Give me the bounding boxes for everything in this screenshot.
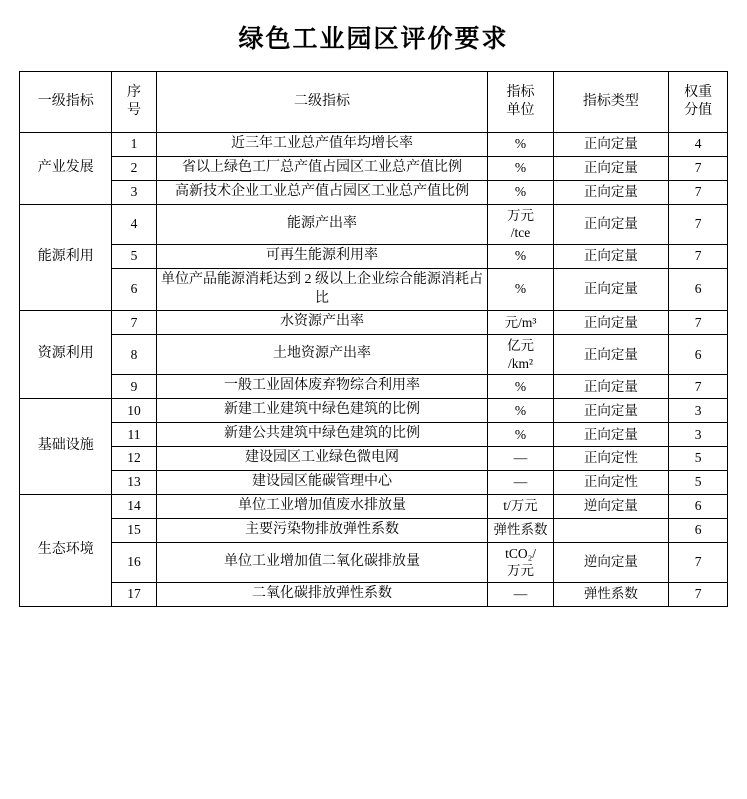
- indicator-score: 6: [669, 335, 728, 375]
- indicator-name: 二氧化碳排放弹性系数: [156, 582, 488, 606]
- indicator-score: 6: [669, 494, 728, 518]
- indicator-type: 正向定量: [553, 156, 669, 180]
- row-number: 6: [112, 268, 156, 311]
- table-row: [20, 156, 728, 180]
- column-header-category: 一级指标: [20, 72, 112, 133]
- indicator-type: 弹性系数: [553, 582, 669, 606]
- table-row: [20, 399, 728, 423]
- indicator-type: 正向定性: [553, 447, 669, 471]
- indicator-name: 可再生能源利用率: [156, 244, 488, 268]
- row-number: 17: [112, 582, 156, 606]
- indicator-type: 正向定量: [553, 133, 669, 157]
- indicator-type: 正向定量: [553, 399, 669, 423]
- indicator-score: 7: [669, 375, 728, 399]
- column-header-score-line2: 分值: [684, 103, 713, 118]
- category-cell: 生态环境: [20, 494, 112, 606]
- table-row: [20, 335, 728, 375]
- indicator-unit: —: [488, 582, 553, 606]
- indicator-name: 水资源产出率: [156, 311, 488, 335]
- indicator-score: 5: [669, 470, 728, 494]
- indicator-score: 7: [669, 156, 728, 180]
- column-header-score-line1: 权重: [684, 84, 713, 100]
- indicator-type: 正向定量: [553, 311, 669, 335]
- row-number: 16: [112, 542, 156, 582]
- indicator-name: 单位产品能源消耗达到 2 级以上企业综合能源消耗占比: [156, 268, 488, 311]
- row-number: 7: [112, 311, 156, 335]
- indicator-name: 一般工业固体废弃物综合利用率: [156, 375, 488, 399]
- indicator-type: 逆向定量: [553, 494, 669, 518]
- indicator-type: 正向定量: [553, 335, 669, 375]
- indicator-type: 正向定量: [553, 423, 669, 447]
- category-cell: 基础设施: [20, 399, 112, 495]
- column-header-name: 二级指标: [156, 72, 488, 133]
- row-number: 15: [112, 518, 156, 542]
- indicator-score: 4: [669, 133, 728, 157]
- indicator-name: 高新技术企业工业总产值占园区工业总产值比例: [156, 180, 488, 204]
- column-header-type: 指标类型: [553, 72, 669, 133]
- indicator-unit: [488, 204, 553, 244]
- indicator-name: 单位工业增加值二氧化碳排放量: [156, 542, 488, 582]
- row-number: 13: [112, 470, 156, 494]
- table-header: [20, 72, 728, 133]
- row-number: 8: [112, 335, 156, 375]
- indicator-score: 7: [669, 542, 728, 582]
- indicator-unit: %: [488, 156, 553, 180]
- category-cell: 资源利用: [20, 311, 112, 399]
- indicator-name: 主要污染物排放弹性系数: [156, 518, 488, 542]
- table-row: [20, 133, 728, 157]
- indicator-unit-line2: 万元: [507, 563, 535, 579]
- column-header-unit-line2: 单位: [506, 103, 535, 118]
- indicator-unit: %: [488, 133, 553, 157]
- indicator-score: 6: [669, 268, 728, 311]
- indicator-unit: 元/m³: [488, 311, 553, 335]
- row-number: 3: [112, 180, 156, 204]
- indicator-name: 土地资源产出率: [156, 335, 488, 375]
- indicator-unit: %: [488, 180, 553, 204]
- indicator-score: 7: [669, 582, 728, 606]
- indicator-unit: %: [488, 375, 553, 399]
- document-page: [0, 19, 747, 799]
- table-row: [20, 494, 728, 518]
- indicator-score: 5: [669, 447, 728, 471]
- indicator-type: 正向定量: [553, 180, 669, 204]
- table-row: [20, 180, 728, 204]
- indicator-unit: [488, 542, 553, 582]
- indicator-type: 正向定量: [553, 375, 669, 399]
- page-title: 绿色工业园区评价要求: [238, 26, 509, 53]
- indicator-type: 正向定量: [553, 268, 669, 311]
- indicator-name: 建设园区能碳管理中心: [156, 470, 488, 494]
- table-row: [20, 518, 728, 542]
- indicator-name: 省以上绿色工厂总产值占园区工业总产值比例: [156, 156, 488, 180]
- column-header-unit: [488, 72, 553, 133]
- indicator-unit: 弹性系数: [488, 518, 553, 542]
- column-header-index-line1: 序: [126, 84, 141, 100]
- indicator-type: 逆向定量: [553, 542, 669, 582]
- column-header-unit-line1: 指标: [506, 84, 535, 100]
- row-number: 14: [112, 494, 156, 518]
- table-header-row: [20, 72, 728, 133]
- indicator-score: 7: [669, 204, 728, 244]
- indicator-name: 新建工业建筑中绿色建筑的比例: [156, 399, 488, 423]
- indicator-unit-line2: /tce: [510, 225, 531, 241]
- indicator-score: 7: [669, 244, 728, 268]
- row-number: 11: [112, 423, 156, 447]
- indicator-type: 正向定量: [553, 244, 669, 268]
- indicator-unit: —: [488, 470, 553, 494]
- indicator-unit: %: [488, 423, 553, 447]
- table-row: [20, 311, 728, 335]
- table-row: [20, 542, 728, 582]
- indicator-name: 新建公共建筑中绿色建筑的比例: [156, 423, 488, 447]
- table-row: [20, 244, 728, 268]
- category-cell: 能源利用: [20, 204, 112, 311]
- indicator-unit-line1: 万元: [507, 207, 535, 223]
- evaluation-requirements-table: [19, 71, 728, 607]
- table-row: [20, 423, 728, 447]
- category-cell: 产业发展: [20, 133, 112, 205]
- indicator-unit: [488, 335, 553, 375]
- row-number: 10: [112, 399, 156, 423]
- table-row: [20, 268, 728, 311]
- indicator-unit: t/万元: [488, 494, 553, 518]
- column-header-index: [112, 72, 156, 133]
- table-row: [20, 447, 728, 471]
- indicator-score: 7: [669, 311, 728, 335]
- indicator-type: 正向定性: [553, 470, 669, 494]
- row-number: 4: [112, 204, 156, 244]
- indicator-unit: —: [488, 447, 553, 471]
- row-number: 12: [112, 447, 156, 471]
- indicator-name: 近三年工业总产值年均增长率: [156, 133, 488, 157]
- indicator-name: 能源产出率: [156, 204, 488, 244]
- indicator-unit: %: [488, 268, 553, 311]
- table-row: [20, 582, 728, 606]
- indicator-score: 6: [669, 518, 728, 542]
- indicator-unit: %: [488, 399, 553, 423]
- indicator-score: 7: [669, 180, 728, 204]
- table-row: [20, 470, 728, 494]
- row-number: 1: [112, 133, 156, 157]
- indicator-type: [553, 518, 669, 542]
- column-header-index-line2: 号: [126, 103, 141, 118]
- indicator-unit-line1: 亿元: [507, 338, 535, 354]
- table-row: [20, 375, 728, 399]
- row-number: 2: [112, 156, 156, 180]
- table-row: [20, 204, 728, 244]
- indicator-unit-line2: /km²: [508, 355, 534, 371]
- column-header-score: [669, 72, 728, 133]
- indicator-type: 正向定量: [553, 204, 669, 244]
- row-number: 5: [112, 244, 156, 268]
- table-body: [20, 133, 728, 607]
- row-number: 9: [112, 375, 156, 399]
- indicator-name: 建设园区工业绿色微电网: [156, 447, 488, 471]
- indicator-unit: %: [488, 244, 553, 268]
- indicator-name: 单位工业增加值废水排放量: [156, 494, 488, 518]
- indicator-score: 3: [669, 399, 728, 423]
- indicator-unit-line1: tCO₂/: [505, 545, 537, 561]
- indicator-score: 3: [669, 423, 728, 447]
